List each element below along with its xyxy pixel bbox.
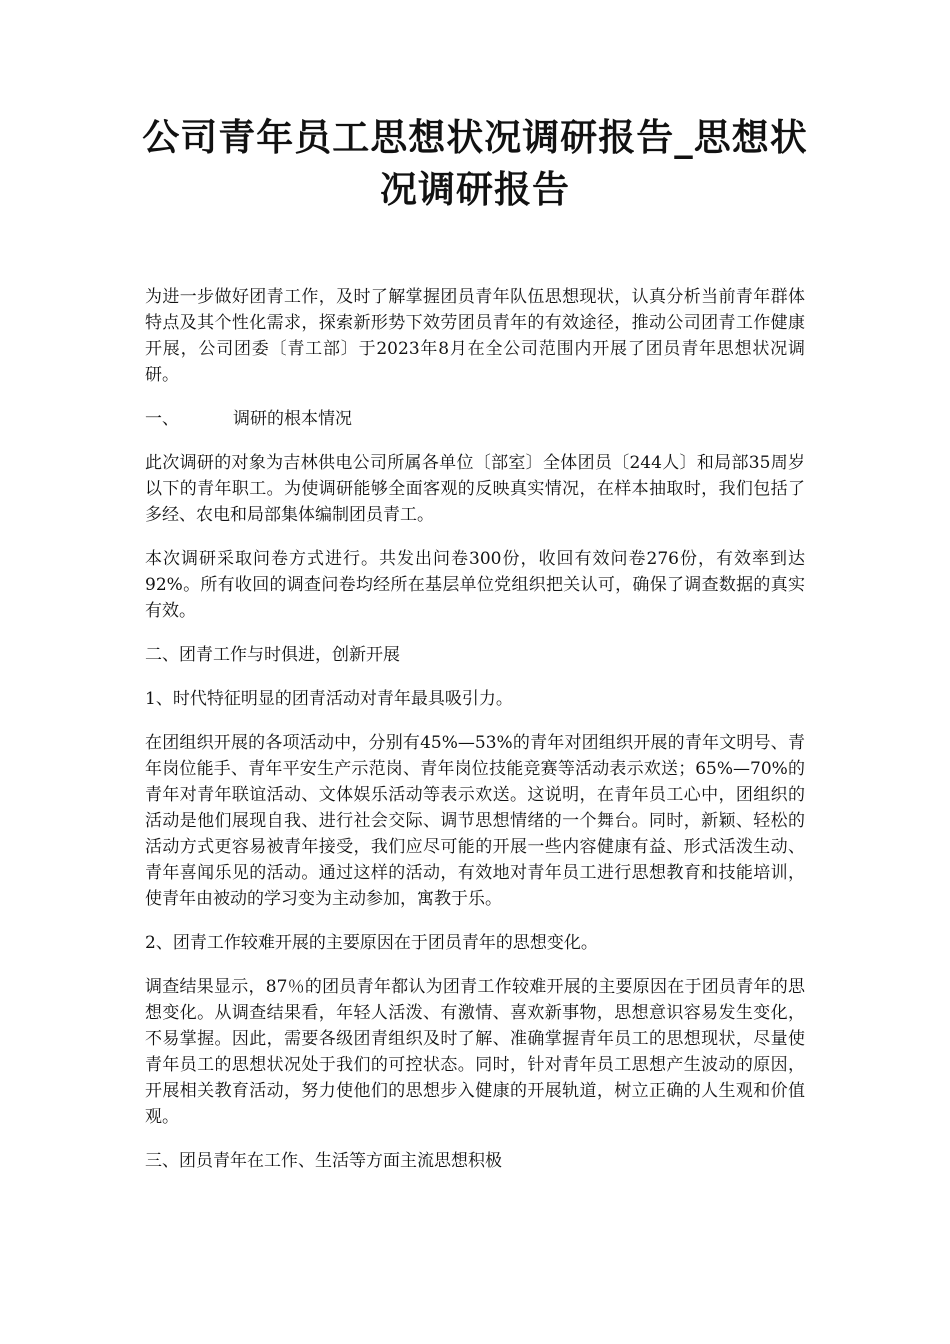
- document-body: [145, 284, 805, 1192]
- section-title: 调研的根本情况: [233, 409, 352, 429]
- point-heading-2: 2、团青工作较难开展的主要原因在于团员青年的思想变化。: [145, 933, 598, 953]
- paragraph-survey-method: 本次调研采取问卷方式进行。共发出问卷300份，收回有效问卷276份，有效率到达92%。所有收回的调查问卷均经所在基层单位党组织把关认可，确保了调查数据的真实有效。: [145, 549, 805, 621]
- section-heading-1: [145, 406, 805, 432]
- section-heading-2: 二、团青工作与时俱进，创新开展: [145, 645, 400, 665]
- intro-paragraph: 为进一步做好团青工作，及时了解掌握团员青年队伍思想现状，认真分析当前青年群体特点及其个性化需求，探索新形势下效劳团员青年的有效途径，推动公司团青工作健康开展，公司团委〔青工部〕于2023年8月在全公司范围内开展了团员青年思想状况调研。: [145, 287, 805, 385]
- paragraph-point-2: 调查结果显示，87％的团员青年都认为团青工作较难开展的主要原因在于团员青年的思想变化。从调查结果看，年轻人活泼、有激情、喜欢新事物，思想意识容易发生变化，不易掌握。因此，需要各级团青组织及时了解、准确掌握青年员工的思想现状，尽量使青年员工的思想状况处于我们的可控状态。同时，针对青年员工思想产生波动的原因，开展相关教育活动，努力使他们的思想步入健康的开展轨道，树立正确的人生观和价值观。: [145, 977, 805, 1127]
- section-number: 一、: [145, 409, 179, 429]
- point-heading-1: 1、时代特征明显的团青活动对青年最具吸引力。: [145, 689, 513, 709]
- paragraph-survey-object: 此次调研的对象为吉林供电公司所属各单位〔部室〕全体团员〔244人〕和局部35周岁以下的青年职工。为使调研能够全面客观的反映真实情况，在样本抽取时，我们包括了多经、农电和局部集体编制团员青工。: [145, 453, 805, 525]
- document-title: 公司青年员工思想状况调研报告_思想状况调研报告: [142, 116, 808, 211]
- paragraph-point-1: 在团组织开展的各项活动中，分别有45%—53%的青年对团组织开展的青年文明号、青年岗位能手、青年平安生产示范岗、青年岗位技能竞赛等活动表示欢送；65%—70%的青年对青年联谊活动、文体娱乐活动等表示欢送。这说明，在青年员工心中，团组织的活动是他们展现自我、进行社会交际、调节思想情绪的一个舞台。同时，新颖、轻松的活动方式更容易被青年接受，我们应尽可能的开展一些内容健康有益、形式活泼生动、青年喜闻乐见的活动。通过这样的活动，有效地对青年员工进行思想教育和技能培训，使青年由被动的学习变为主动参加，寓教于乐。: [145, 733, 805, 909]
- section-heading-3: 三、团员青年在工作、生活等方面主流思想积极: [145, 1151, 502, 1171]
